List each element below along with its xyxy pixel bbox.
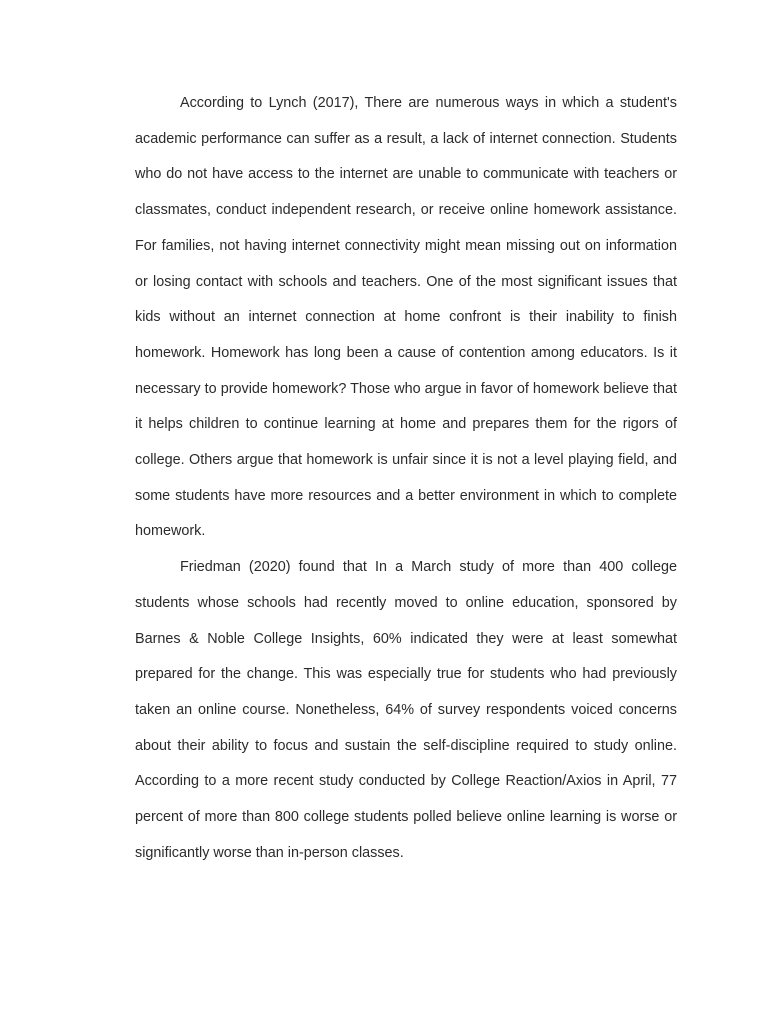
paragraph-friedman-2020: Friedman (2020) found that In a March study of more than 400 college students whose schools had recently moved to online education, sponsored by Barnes & Noble College Insights, 60% indicated they were at least somewhat prepared for the change. This was especially true for students who had previously taken an online course. Nonetheless, 64% of survey respondents voiced concerns about their ability to focus and sustain the self-discipline required to study online. According to a more recent study conducted by College Reaction/Axios in April, 77 percent of more than 800 college students polled believe online learning is worse or significantly worse than in-person classes. [135,559,677,861]
paragraph-lynch-2017: According to Lynch (2017), There are numerous ways in which a student's academic performance can suffer as a result, a lack of internet connection. Students who do not have access to the internet are unable to communicate with teachers or classmates, conduct independent research, or receive online homework assistance. For families, not having internet connectivity might mean missing out on information or losing contact with schools and teachers. One of the most significant issues that kids without an internet connection at home confront is their inability to finish homework. Homework has long been a cause of contention among educators. Is it necessary to provide homework? Those who argue in favor of homework believe that it helps children to continue learning at home and prepares them for the rigors of college. Others argue that homework is unfair since it is not a level playing field, and some students have more resources and a better environment in which to complete homework. [135,95,677,540]
document-body [135,86,677,871]
